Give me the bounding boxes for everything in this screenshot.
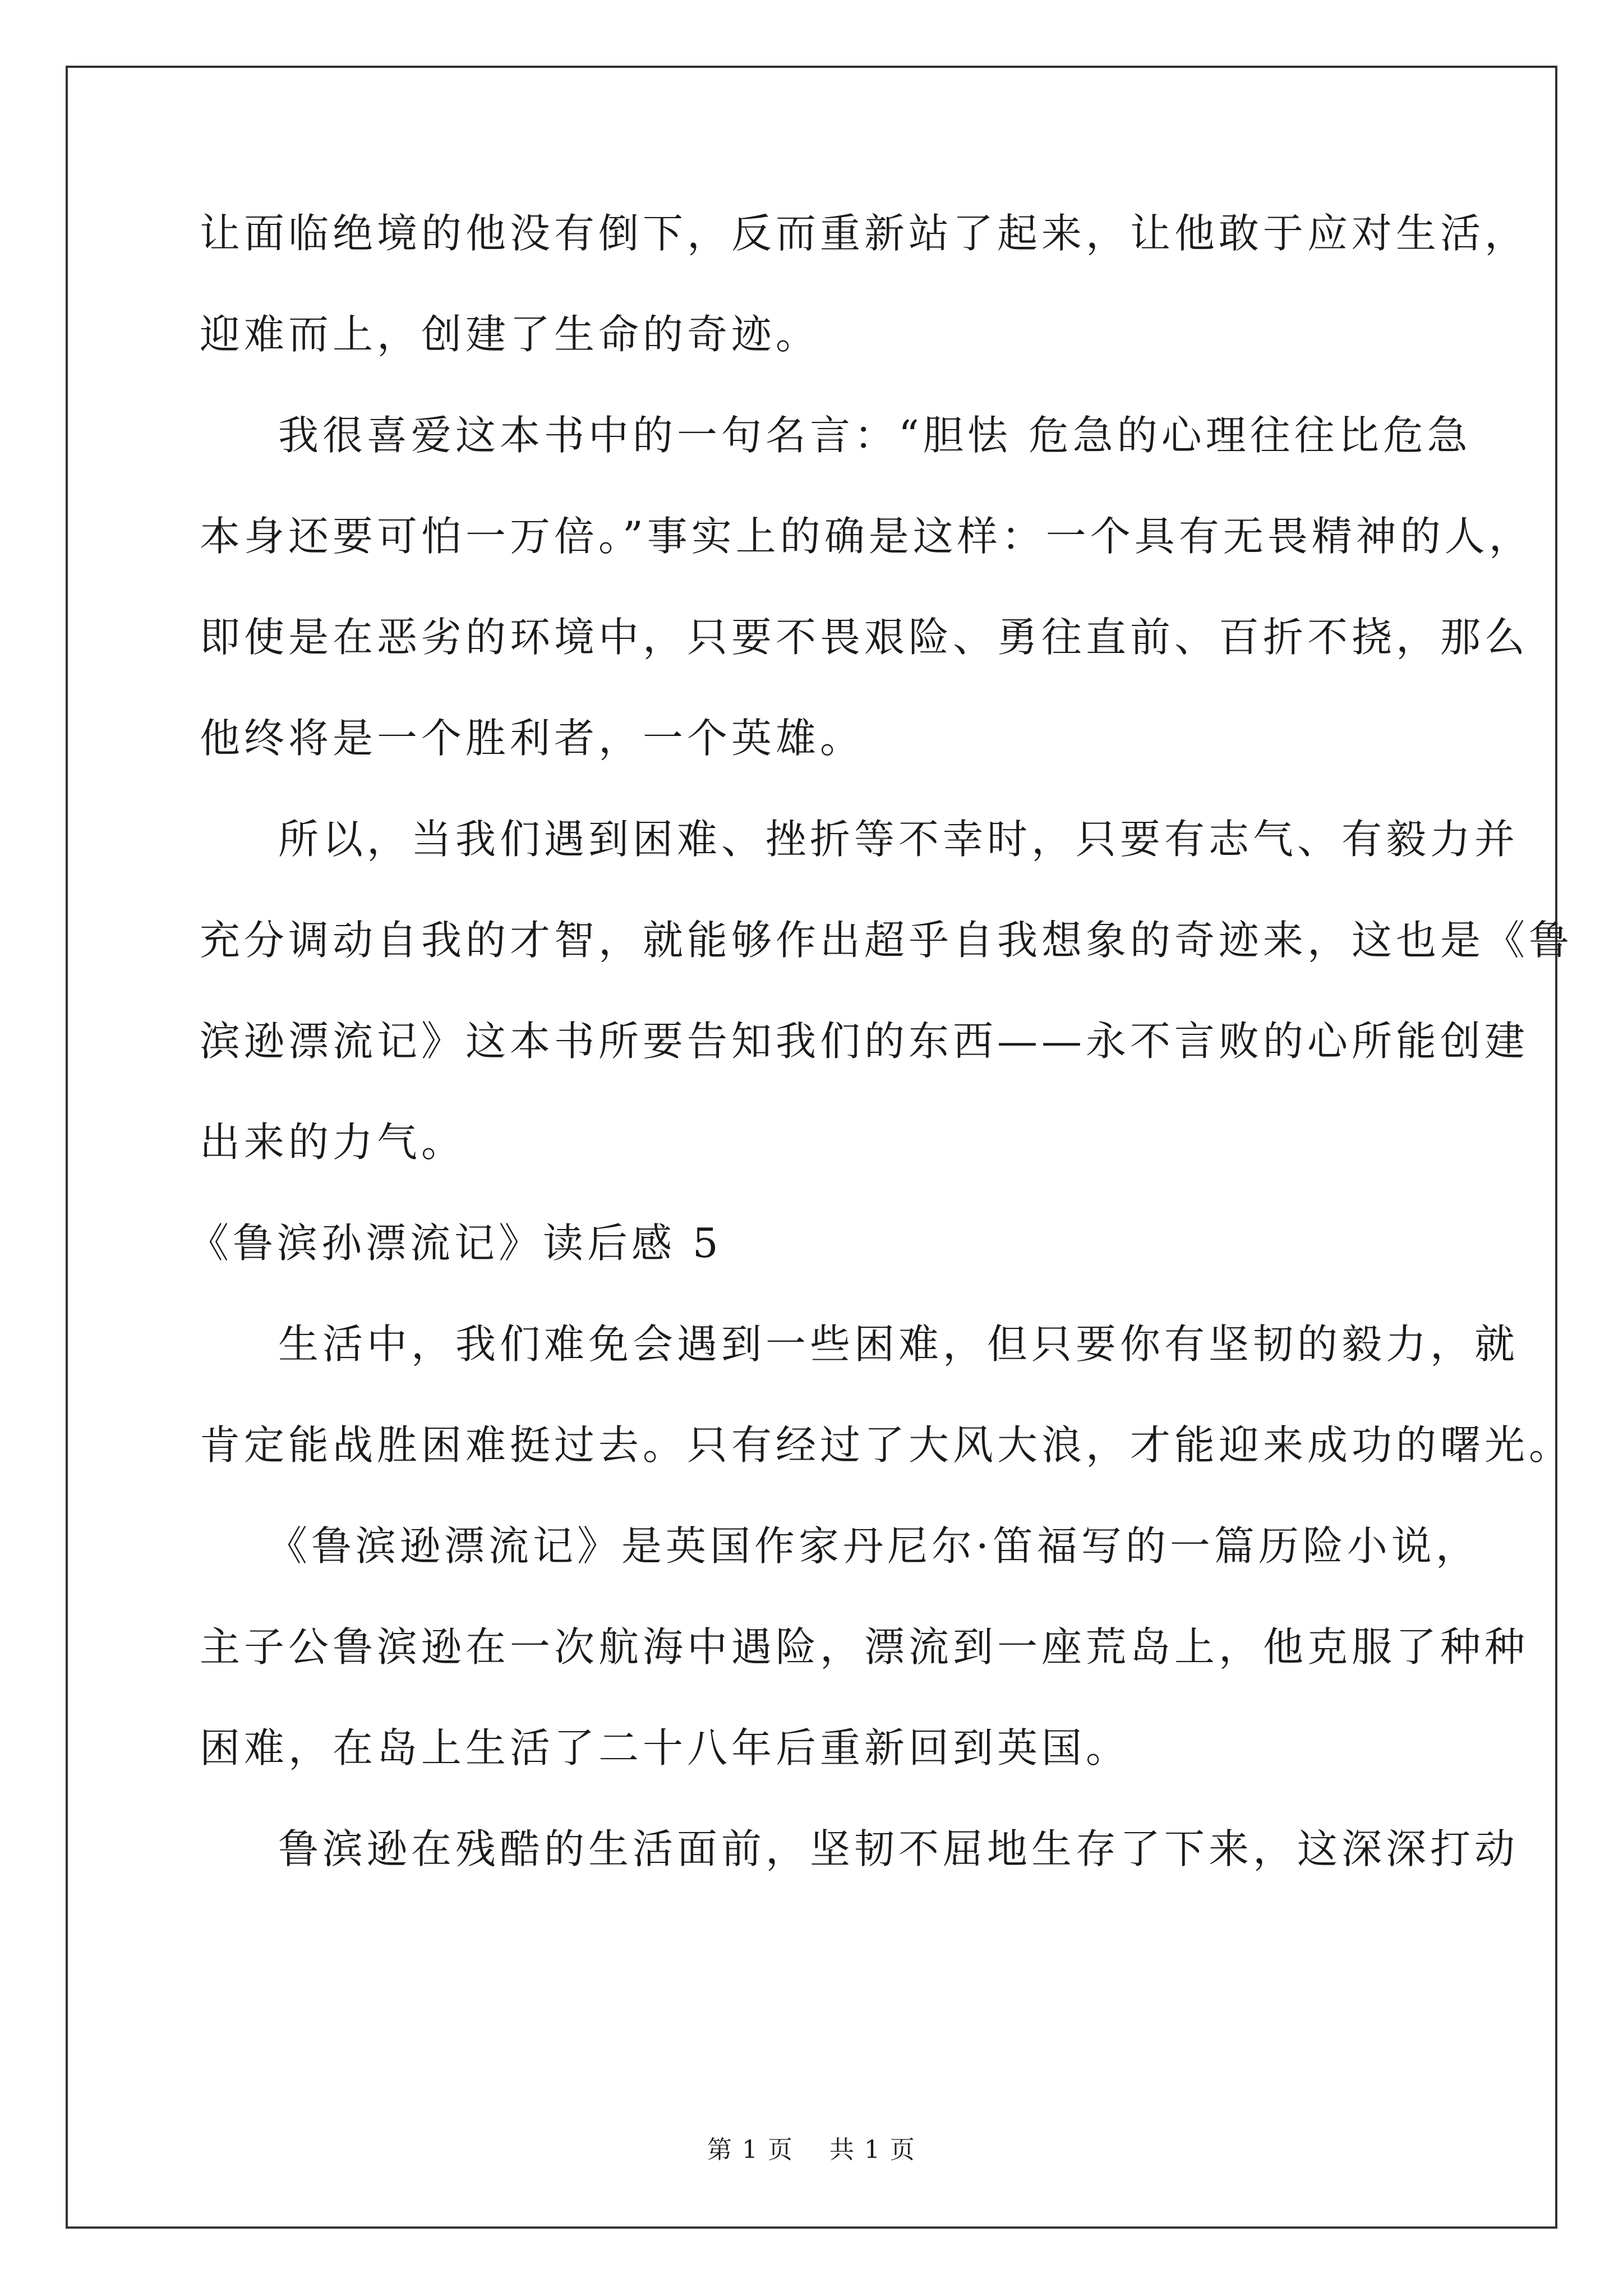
- text-line-5: 即使是在恶劣的环境中，只要不畏艰险、勇往直前、百折不挠，那么: [200, 614, 1529, 661]
- text-line-12: 生活中，我们难免会遇到一些困难，但只要你有坚韧的毅力，就: [278, 1320, 1519, 1368]
- text-line-4: 本身还要可怕一万倍。”事实上的确是这样：一个具有无畏精神的人，: [200, 513, 1533, 560]
- text-line-9: 滨逊漂流记》这本书所要告知我们的东西——永不言败的心所能创建: [200, 1018, 1529, 1065]
- text-line-7: 所以，当我们遇到困难、挫折等不幸时，只要有志气、有毅力并: [278, 816, 1519, 863]
- section-heading: 《鲁滨孙漂流记》读后感 5: [188, 1220, 722, 1267]
- page-footer: [0, 2133, 1623, 2167]
- text-line-1: 让面临绝境的他没有倒下，反而重新站了起来，让他敢于应对生活，: [200, 210, 1529, 257]
- text-line-16: 困难，在岛上生活了二十八年后重新回到英国。: [200, 1724, 1131, 1772]
- page-number: 第 1 页: [707, 2136, 794, 2164]
- text-line-8: 充分调动自我的才智，就能够作出超乎自我想象的奇迹来，这也是《鲁: [200, 917, 1574, 964]
- text-line-6: 他终将是一个胜利者，一个英雄。: [200, 715, 865, 762]
- text-line-17: 鲁滨逊在残酷的生活面前，坚韧不屈地生存了下来，这深深打动: [278, 1825, 1519, 1872]
- text-line-15: 主子公鲁滨逊在一次航海中遇险，漂流到一座荒岛上，他克服了种种: [200, 1623, 1529, 1671]
- text-line-13: 肯定能战胜困难挺过去。只有经过了大风大浪，才能迎来成功的曙光。: [200, 1421, 1574, 1469]
- text-line-3: 我很喜爱这本书中的一句名言：“胆怯 危急的心理往往比危急: [278, 412, 1472, 459]
- text-line-14: 《鲁滨逊漂流记》是英国作家丹尼尔·笛福写的一篇历险小说，: [267, 1522, 1480, 1570]
- text-line-10: 出来的力气。: [200, 1119, 466, 1166]
- text-line-2: 迎难而上，创建了生命的奇迹。: [200, 311, 820, 358]
- page-total: 共 1 页: [829, 2136, 916, 2164]
